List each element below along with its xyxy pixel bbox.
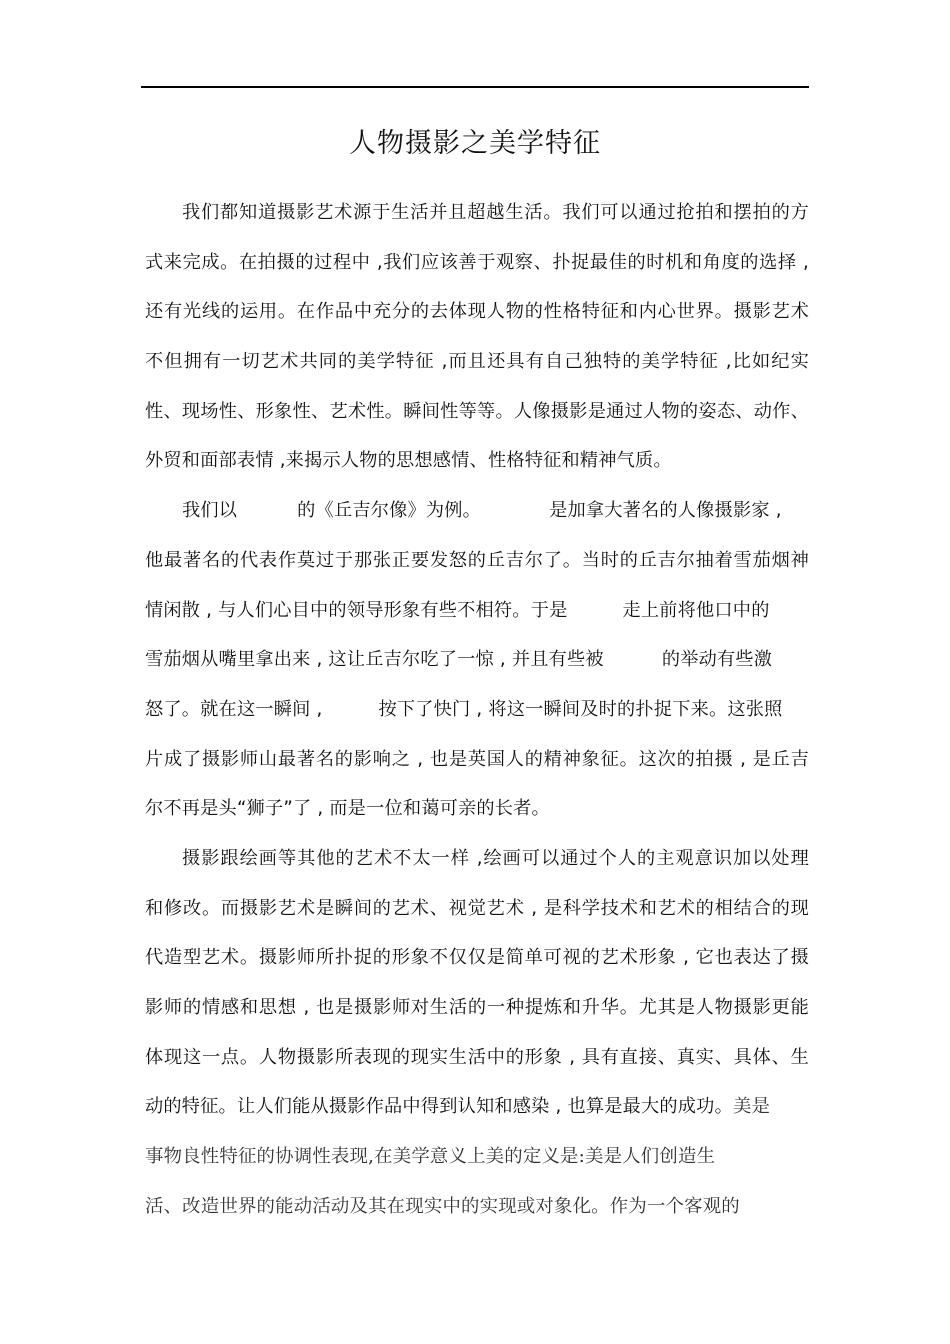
paragraph-3-line: 影师的情感和思想 , 也是摄影师对生活的一种提炼和升华。尤其是人物摄影更能 <box>145 997 809 1018</box>
paragraph-1-line: 外贸和面部表情 ,来揭示人物的思想感情、性格特征和精神气质。 <box>145 450 672 472</box>
text-segment: 我们以 <box>182 500 238 522</box>
paragraph-2-line <box>145 586 809 636</box>
paragraph-4-line: 事物良性特征的协调性表现,在美学意义上美的定义是:美是人们创造生 <box>145 1146 716 1168</box>
text-segment: 情闲散 , 与人们心目中的领导形象有些不相符。于是 <box>145 599 568 621</box>
text-segment: 按下了快门 , 将这一瞬间及时的扑捉下来。这张照 <box>378 698 783 720</box>
document-title: 人物摄影之美学特征 <box>349 128 601 159</box>
paragraph-2-line: 片成了摄影师山最著名的影响之 , 也是英国人的精神象征。这次的拍摄 , 是丘吉 <box>145 748 809 770</box>
paragraph-3-line: 体现这一点。人物摄影所表现的现实生活中的形象 , 具有直接、真实、具体、生 <box>145 1046 809 1068</box>
text-segment: 怒了。就在这一瞬间 , <box>145 698 323 720</box>
paragraph-3-line <box>145 1082 809 1132</box>
text-segment: 走上前将他口中的 <box>622 599 770 621</box>
document-body <box>145 188 809 1231</box>
paragraph-2-line <box>145 685 809 735</box>
header-rule <box>141 86 809 88</box>
paragraph-1-line: 式来完成。在拍摄的过程中 ,我们应该善于观察、扑捉最佳的时机和角度的选择 , <box>145 251 809 273</box>
paragraph-1-line: 还有光线的运用。在作品中充分的去体现人物的性格特征和内心世界。摄影艺术 <box>145 301 809 323</box>
text-segment: 雪茄烟从嘴里拿出来 , 这让丘吉尔吃了一惊 , 并且有些被 <box>145 649 604 671</box>
paragraph-3-line: 和修改。而摄影艺术是瞬间的艺术、视觉艺术 , 是科学技术和艺术的相结合的现 <box>145 897 809 919</box>
text-segment: 动的特征。让人们能从摄影作品中得到认知和感染 , 也算是最大的成功。 <box>145 1096 733 1118</box>
paragraph-1-line: 性、现场性、形象性、艺术性。瞬间性等等。人像摄影是通过人物的姿态、动作、 <box>145 400 809 422</box>
paragraph-2-line: 他最著名的代表作莫过于那张正要发怒的丘吉尔了。当时的丘吉尔抽着雪茄烟神 <box>145 549 809 571</box>
text-segment: 的举动有些激 <box>661 649 773 671</box>
text-segment: 是加拿大著名的人像摄影家 , <box>549 500 782 522</box>
paragraph-2-line <box>145 635 809 685</box>
paragraph-3-line: 代造型艺术。摄影师所扑捉的形象不仅仅是简单可视的艺术形象 , 它也表达了摄 <box>145 947 809 969</box>
paragraph-2-line: 尔不再是头“狮子”了 , 而是一位和蔼可亲的长者。 <box>145 798 550 820</box>
text-segment: 美是 <box>732 1096 771 1118</box>
text-segment: 的《丘吉尔像》为例。 <box>297 500 482 522</box>
paragraph-2-line <box>145 486 809 536</box>
paragraph-3-line: 摄影跟绘画等其他的艺术不太一样 ,绘画可以通过个人的主观意识加以处理 <box>182 847 809 869</box>
paragraph-1-line: 不但拥有一切艺术共同的美学特征 ,而且还具有自己独特的美学特征 ,比如纪实 <box>145 351 809 373</box>
paragraph-4-line: 活、改造世界的能动活动及其在现实中的实现或对象化。作为一个客观的 <box>145 1195 740 1217</box>
paragraph-1-line: 我们都知道摄影艺术源于生活并且超越生活。我们可以通过抢拍和摆拍的方 <box>182 202 809 223</box>
